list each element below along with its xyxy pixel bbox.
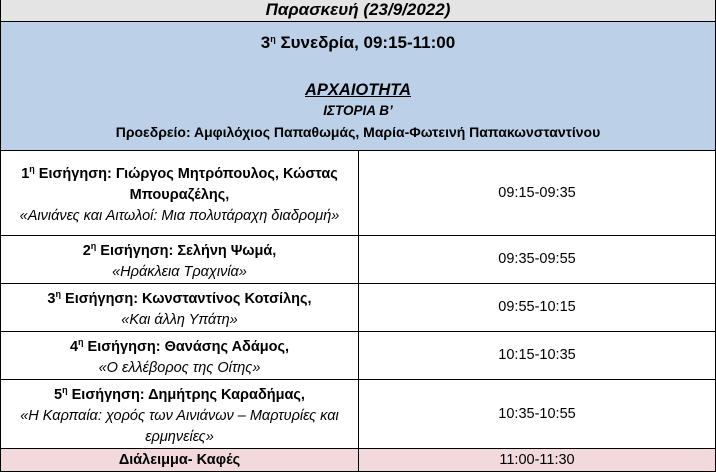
day-header-row — [1, 0, 716, 22]
talk-speaker — [7, 236, 352, 262]
talk-ordinal: 5 — [54, 387, 63, 403]
table-row — [1, 284, 716, 332]
talk-speaker — [7, 159, 352, 206]
session-chairs: Προεδρείο: Αμφιλόχιος Παπαθωμάς, Μαρία-Φωτεινή Παπακωνσταντίνου — [115, 123, 601, 140]
talk-title: «Αινιάνες και Αιτωλοί: Μια πολυτάραχη διαδρομή» — [19, 208, 340, 224]
talk-ordinal-suffix: η — [78, 337, 84, 347]
talk-time: 09:55-10:15 — [359, 284, 716, 332]
talk-ordinal: 4 — [69, 339, 79, 355]
talk-ordinal: 1 — [21, 166, 30, 182]
session-header-row — [1, 22, 716, 151]
table-row — [1, 380, 716, 449]
talk-ordinal: 2 — [82, 243, 91, 259]
talk-cell — [1, 284, 359, 332]
talk-speaker-text: Εισήγηση: Κωνσταντίνος Κοτσίλης, — [61, 291, 312, 307]
talk-title: «Ο ελλέβορος της Οίτης» — [98, 360, 261, 376]
talk-time: 10:35-10:55 — [359, 380, 716, 449]
session-ordinal: 3 — [260, 32, 271, 52]
talk-title: «Ηράκλεια Τραχινία» — [112, 264, 247, 280]
talk-time: 10:15-10:35 — [359, 332, 716, 380]
talk-ordinal: 3 — [47, 291, 56, 307]
talk-cell — [1, 151, 359, 236]
talk-speaker-text: Εισήγηση: Δημήτρης Καραδήμας, — [67, 387, 305, 403]
section-title: ΑΡΧΑΙΟΤΗΤΑ — [304, 80, 412, 99]
talk-speaker-text: Εισήγηση: Θανάσης Αδάμος, — [83, 339, 290, 355]
talk-title: «Η Καρπαία: χορός των Αινιάνων – Μαρτυρίες και ερμηνείες» — [20, 408, 339, 445]
table-row — [1, 332, 716, 380]
talk-speaker-text: Εισήγηση: Σελήνη Ψωμά, — [96, 243, 277, 259]
talk-time: 09:15-09:35 — [359, 151, 716, 236]
talk-speaker — [7, 380, 352, 406]
talk-cell — [1, 236, 359, 284]
session-title — [7, 33, 709, 53]
table-row — [1, 151, 716, 236]
talk-cell — [1, 332, 359, 380]
session-ordinal-suffix: η — [270, 33, 276, 44]
break-time: 11:00-11:30 — [359, 449, 716, 472]
talk-ordinal-suffix: η — [55, 289, 61, 299]
talk-ordinal-suffix: η — [90, 241, 97, 251]
talk-title: «Και άλλη Υπάτη» — [121, 312, 238, 328]
talk-speaker — [7, 284, 352, 310]
talk-speaker-text: Εισήγηση: Γιώργος Μητρόπουλος, Κώστας Μπουραζέλης, — [34, 166, 338, 203]
talk-ordinal-suffix: η — [29, 164, 35, 174]
session-title-text: Συνεδρία, 09:15-11:00 — [275, 32, 456, 52]
table-row — [1, 236, 716, 284]
day-header: Παρασκευή (23/9/2022) — [1, 0, 716, 22]
subsection-title: ΙΣΤΟΡΙΑ Β’ — [323, 102, 393, 118]
break-row — [1, 449, 716, 472]
talk-speaker — [7, 332, 352, 358]
session-header — [1, 22, 716, 151]
talk-time: 09:35-09:55 — [359, 236, 716, 284]
talk-cell — [1, 380, 359, 449]
talk-ordinal-suffix: η — [62, 385, 68, 395]
break-label: Διάλειμμα- Καφές — [1, 449, 359, 472]
